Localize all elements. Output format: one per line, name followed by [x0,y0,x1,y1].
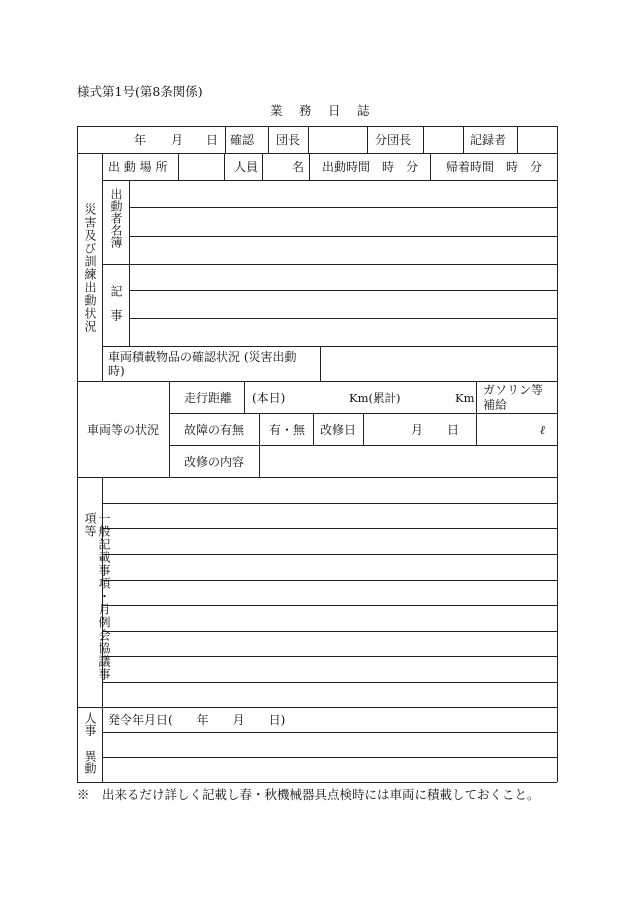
dispatch-location-label: 出 動 場 所 [108,160,168,174]
fault-label: 故障の有無 [184,423,245,437]
repair-day-label: 日 [447,423,460,437]
km-total-label: Km(累計) [349,391,401,405]
return-time-label: 帰着時間 時 分 [446,160,543,174]
dispatch-time-label: 出動時間 時 分 [322,160,419,174]
repair-content-label: 改修の内容 [184,455,245,469]
personnel-label: 人員 [234,160,259,174]
form-number: 様式第1号(第8条関係) [77,84,203,99]
gasoline-label-line2: 補給 [483,398,508,412]
form-title: 業 務 日 誌 [270,103,372,118]
vehicle-section-label: 車両等の状況 [87,423,160,437]
header-day-label: 日 [206,133,219,147]
repair-date-label: 改修日 [320,423,357,437]
order-date-label: 発令年月日( 年 月 日) [108,713,286,727]
mileage-label: 走行距離 [184,391,233,405]
personnel-change-label-top: 人事 [83,712,97,736]
general-section-label: 一般記載事項・月例会協議事項等 [83,512,111,681]
vehicle-items-label-line2: 時) [108,364,125,378]
today-label: (本日) [252,391,286,405]
persons-unit-label: 名 [292,160,305,174]
recorder-label: 記録者 [470,133,507,147]
gasoline-label-line1: ガソリン等 [483,383,544,397]
confirm-label: 確認 [230,133,255,147]
vehicle-items-label-line1: 車両積載物品の確認状況 (災害出動 [108,350,297,364]
disaster-section-label: 災害及び訓練出動状況 [83,203,97,333]
liter-label: ℓ [540,423,545,437]
chief-label: 団長 [276,133,301,147]
personnel-change-label-bottom: 異動 [83,750,97,774]
km-label: Km [455,391,475,405]
repair-month-label: 月 [411,423,424,437]
header-year-label: 年 [134,133,147,147]
sub-chief-label: 分団長 [375,133,412,147]
notes-label: 記 事 [109,285,123,321]
header-month-label: 月 [171,133,184,147]
roster-label: 出動者名簿 [109,188,123,248]
yes-no-label: 有・無 [269,423,306,437]
footnote: ※ 出来るだけ詳しく記載し春・秋機械器具点検時には車両に積載しておくこと。 [77,787,540,802]
